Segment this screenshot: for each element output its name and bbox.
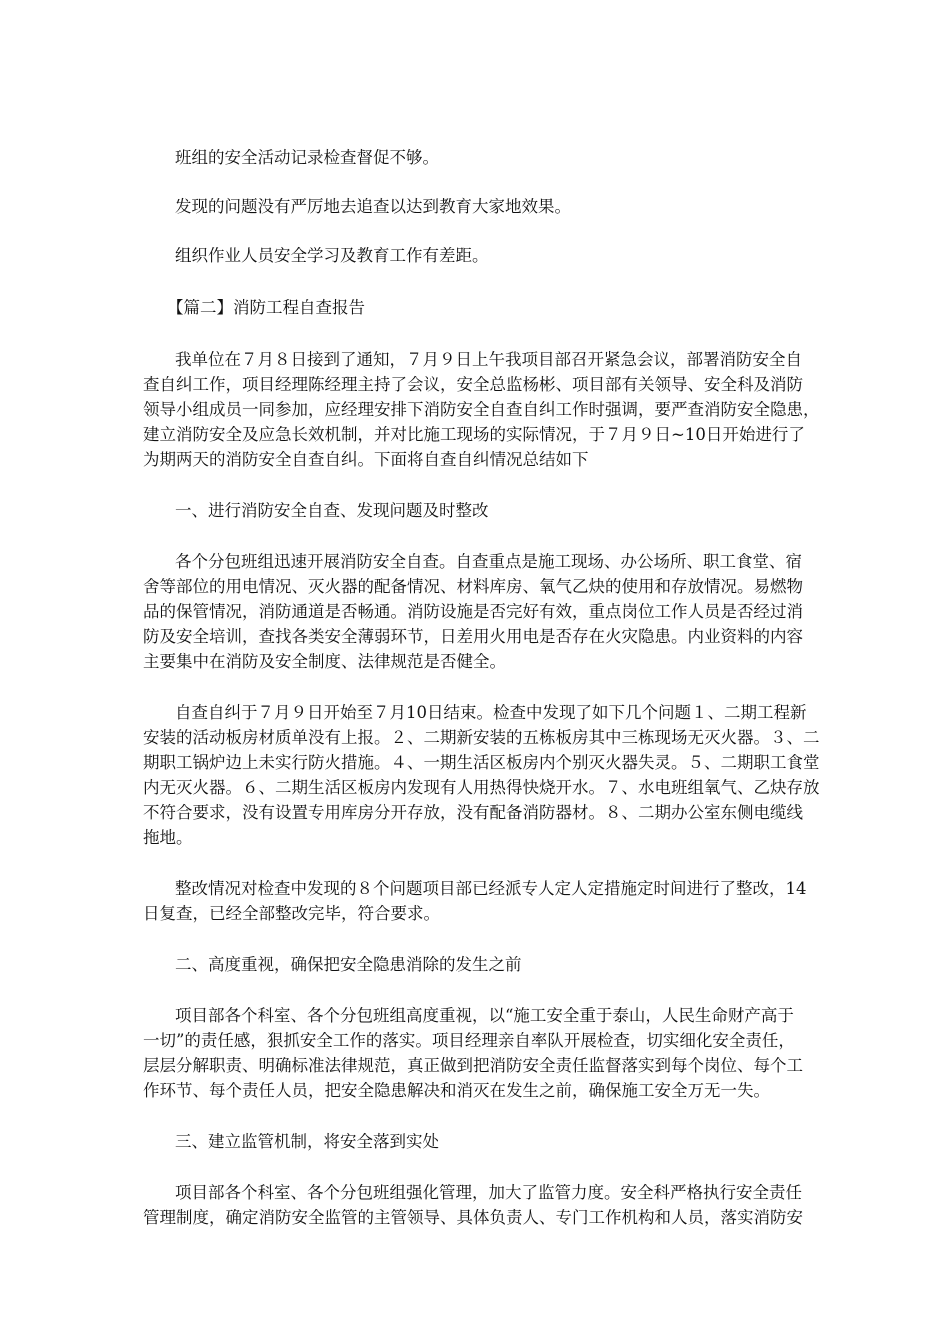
paragraph-line: 日复查，已经全部整改完毕，符合要求。 [143,904,440,923]
paragraph-4 [143,876,815,926]
intro-line-3: 组织作业人员安全学习及教育工作有差距。 [175,246,489,265]
heading-2: 二、高度重视，确保把安全隐患消除的发生之前 [175,955,522,974]
paragraph-line: 防及安全培训，查找各类安全薄弱环节，日差用火用电是否存在火灾隐患。内业资料的内容 [143,627,803,646]
paragraph-line: 项目部各个科室、各个分包班组强化管理，加大了监管力度。安全科严格执行安全责任 [175,1183,802,1202]
paragraph-line: 我单位在７月８日接到了通知，７月９日上午我项目部召开紧急会议，部署消防安全自 [175,350,802,369]
paragraph-line: 项目部各个科室、各个分包班组高度重视，以“施工安全重于泰山，人民生命财产高于 [175,1006,794,1025]
paragraph-line: 期职工锅炉边上未实行防火措施。４、一期生活区板房内个别灭火器失灵。５、二期职工食堂 [143,753,820,772]
paragraph-1 [143,347,820,472]
paragraph-line: 查自纠工作，项目经理陈经理主持了会议，安全总监杨彬、项目部有关领导、安全科及消防 [143,375,803,394]
paragraph-line: 领导小组成员一同参加，应经理安排下消防安全自查自纠工作时强调，要严查消防安全隐患， [143,400,820,419]
paragraph-line: 层层分解职责、明确标准法律规范，真正做到把消防安全责任监督落实到每个岗位、每个工 [143,1056,803,1075]
paragraph-line: 主要集中在消防及安全制度、法律规范是否健全。 [143,652,506,671]
paragraph-line: 自查自纠于７月９日开始至７月10日结束。检查中发现了如下几个问题１、二期工程新 [175,703,807,722]
paragraph-line: 整改情况对检查中发现的８个问题项目部已经派专人定人定措施定时间进行了整改，14 [175,879,807,898]
paragraph-line: 管理制度，确定消防安全监管的主管领导、具体负责人、专门工作机构和人员，落实消防安 [143,1208,803,1227]
paragraph-line: 安装的活动板房材质单没有上报。２、二期新安装的五栋板房其中三栋现场无灭火器。３、二 [143,728,820,747]
paragraph-line: 建立消防安全及应急长效机制，并对比施工现场的实际情况，于７月９日~10日开始进行了 [143,425,805,444]
heading-3: 三、建立监管机制，将安全落到实处 [175,1132,439,1151]
paragraph-line: 不符合要求，没有设置专用库房分开存放，没有配备消防器材。８、二期办公室东侧电缆线 [143,803,803,822]
paragraph-2 [143,549,815,674]
heading-1: 一、进行消防安全自查、发现问题及时整改 [175,501,489,520]
paragraph-3 [143,700,820,850]
paragraph-6 [143,1180,815,1230]
paragraph-line: 拖地。 [143,828,193,847]
section-title: 【篇二】消防工程自查报告 [167,298,365,317]
paragraph-line: 内无灭火器。６、二期生活区板房内发现有人用热得快烧开水。７、水电班组氧气、乙炔存放 [143,778,820,797]
intro-line-2: 发现的问题没有严厉地去追查以达到教育大家地效果。 [175,197,571,216]
paragraph-line: 各个分包班组迅速开展消防安全自查。自查重点是施工现场、办公场所、职工食堂、宿 [175,552,802,571]
paragraph-line: 舍等部位的用电情况、灭火器的配备情况、材料库房、氧气乙炔的使用和存放情况。易燃物 [143,577,803,596]
document-body [143,145,820,1230]
intro-line-1: 班组的安全活动记录检查督促不够。 [175,148,439,167]
paragraph-line: 一切”的责任感，狠抓安全工作的落实。项目经理亲自率队开展检查，切实细化安全责任， [143,1031,795,1050]
paragraph-line: 品的保管情况，消防通道是否畅通。消防设施是否完好有效，重点岗位工作人员是否经过消 [143,602,803,621]
paragraph-line: 作环节、每个责任人员，把安全隐患解决和消灭在发生之前，确保施工安全万无一失。 [143,1081,770,1100]
paragraph-line: 为期两天的消防安全自查自纠。下面将自查自纠情况总结如下 [143,450,589,469]
paragraph-5 [143,1003,815,1103]
